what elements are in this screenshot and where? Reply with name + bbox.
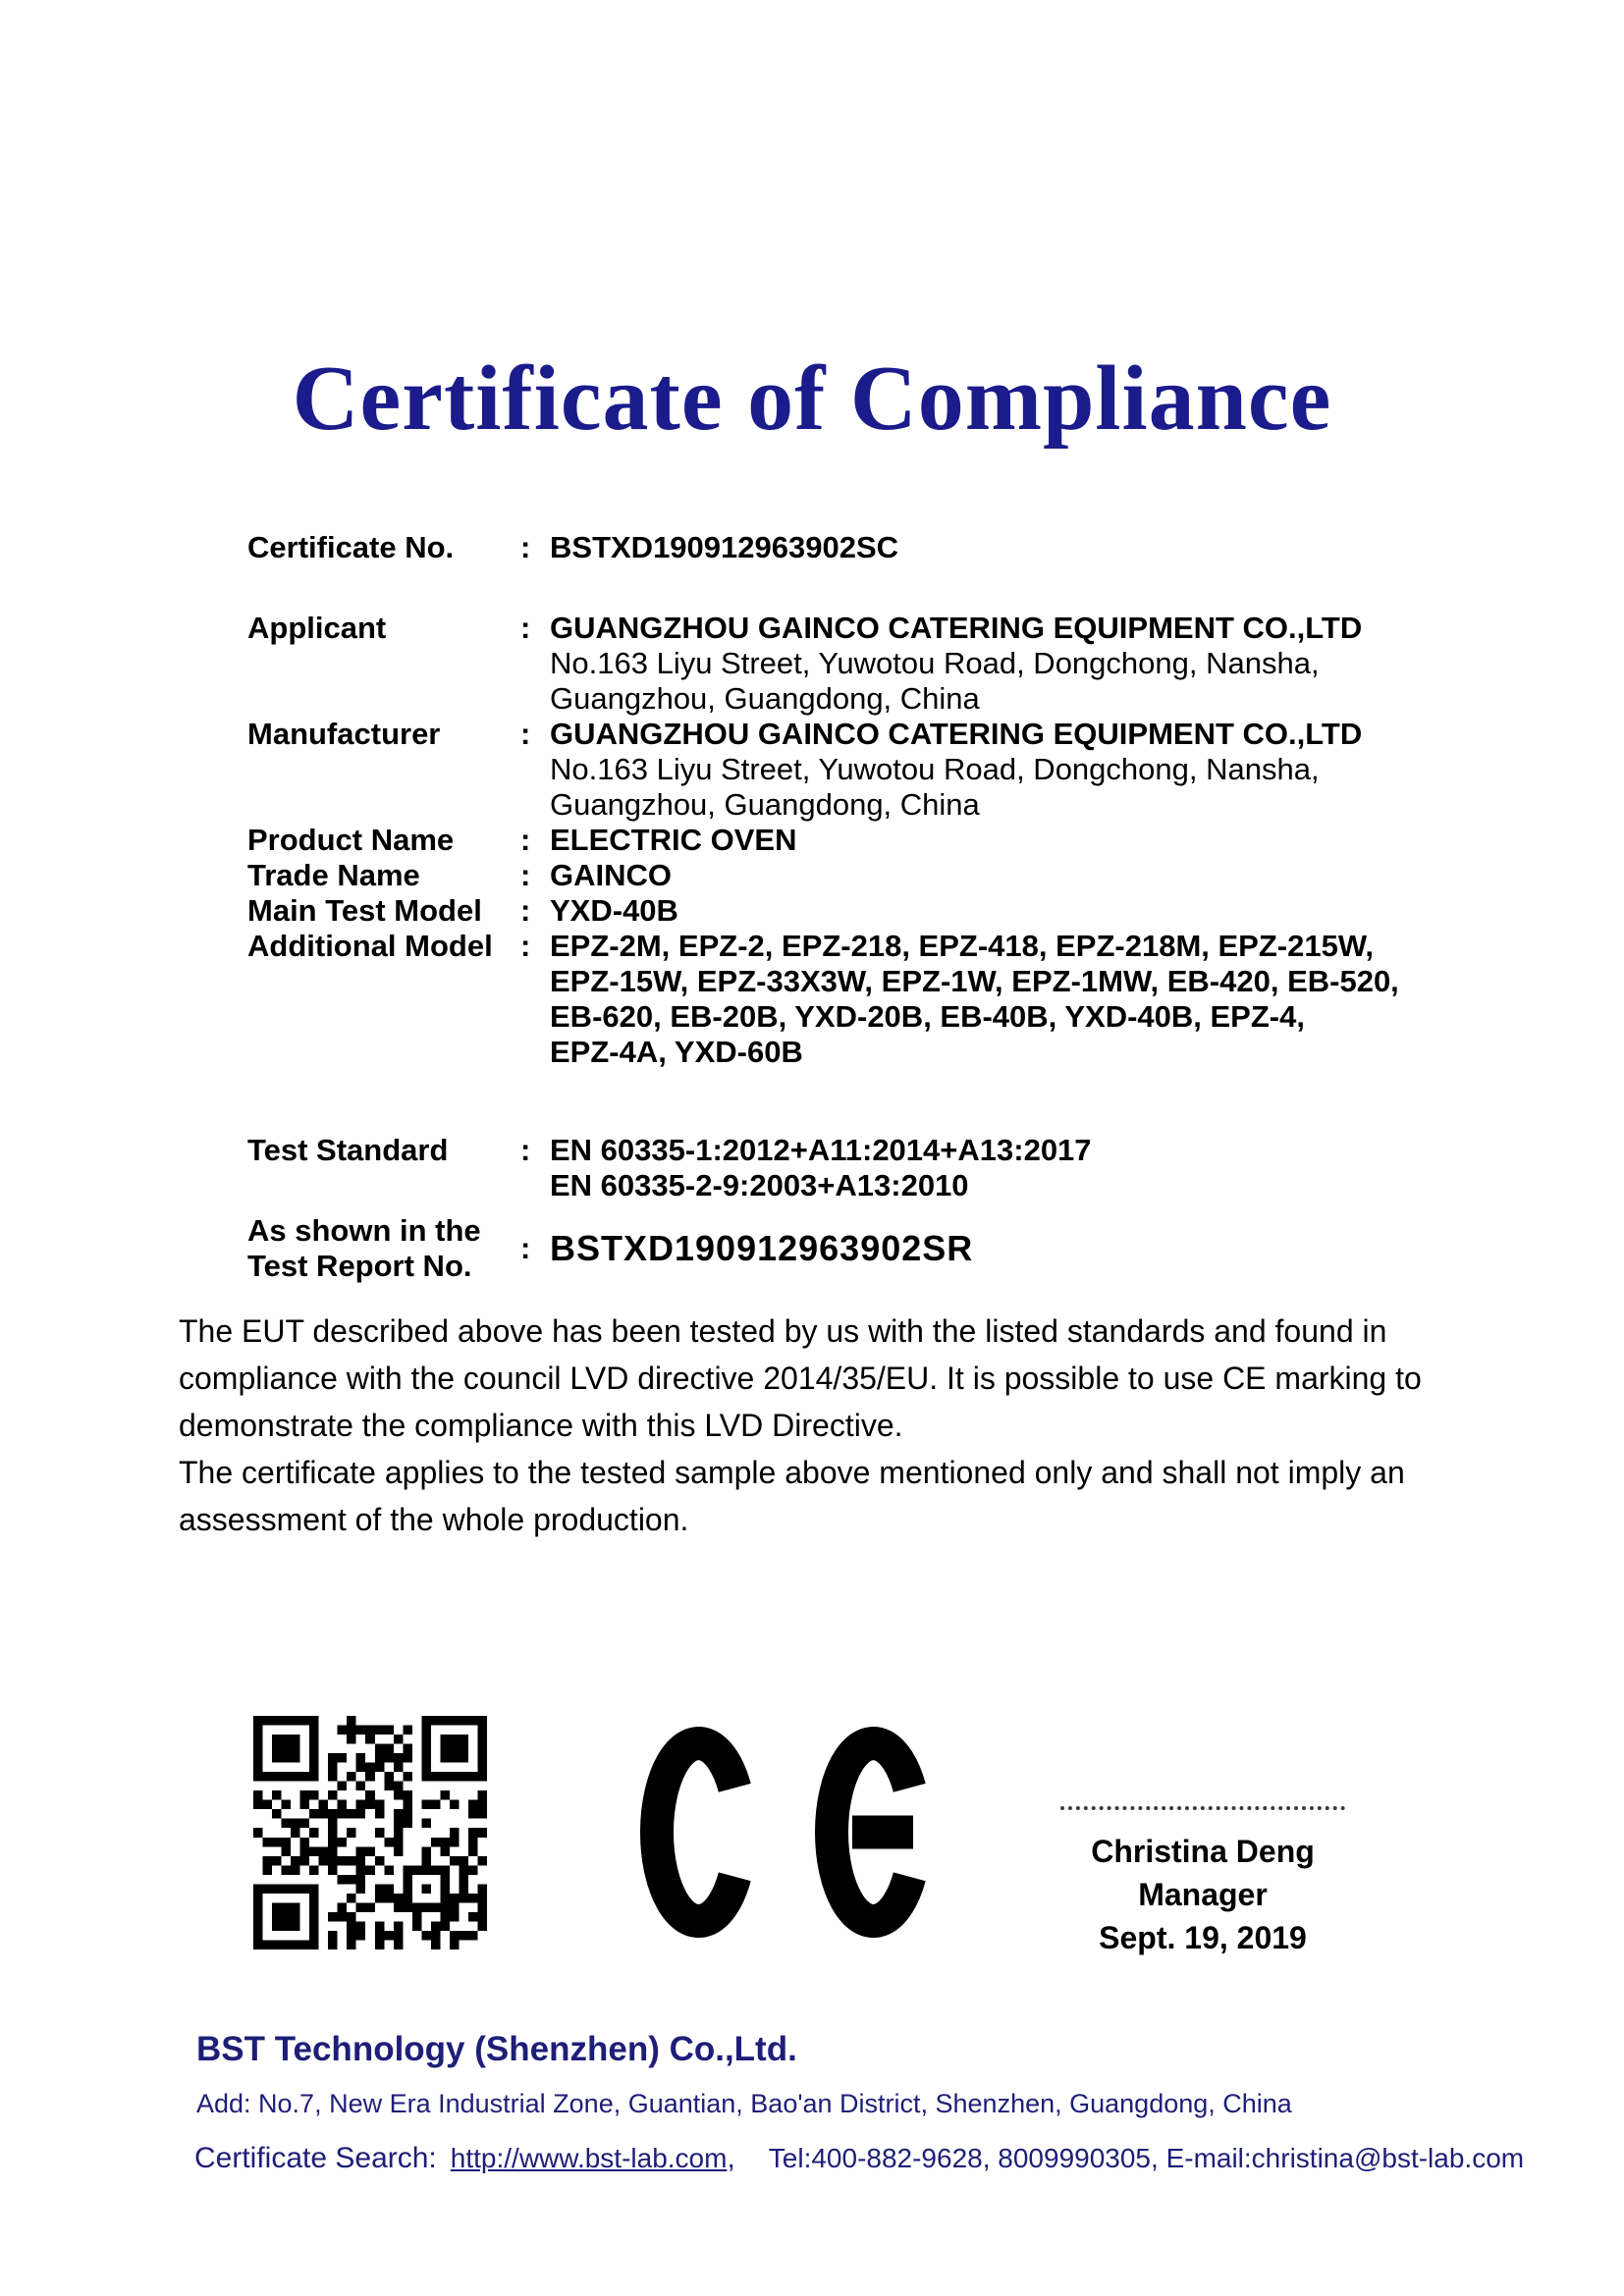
applicant-row xyxy=(247,611,1435,717)
test-standard-row xyxy=(247,1133,1435,1203)
colon-separator: : xyxy=(520,611,531,645)
additional-model-line: EPZ-15W, EPZ-33X3W, EPZ-1W, EPZ-1MW, EB-420, EB-520, xyxy=(550,964,1399,998)
statement-paragraph-2: The certificate applies to the tested sample above mentioned only and shall not imply an assessment of the whole production. xyxy=(179,1455,1405,1537)
product-name-value: ELECTRIC OVEN xyxy=(550,823,797,857)
certificate-search-comma: , xyxy=(727,2142,735,2174)
manufacturer-address-line1: No.163 Liyu Street, Yuwotou Road, Dongchong, Nansha, xyxy=(550,752,1320,786)
colon-separator: : xyxy=(520,717,531,751)
footer-contact: Tel:400-882-9628, 8009990305, E-mail:christina@bst-lab.com xyxy=(768,2143,1525,2173)
main-test-model-label: Main Test Model xyxy=(247,893,482,928)
test-standard-line: EN 60335-1:2012+A11:2014+A13:2017 xyxy=(550,1133,1092,1167)
signature-block xyxy=(1060,1806,1345,1959)
test-standard-label: Test Standard xyxy=(247,1133,449,1167)
statement-paragraph-1: The EUT described above has been tested by us with the listed standards and found in compliance with the council LVD directive 2014/35/EU. It is possible to use CE marking to demonstrate the compliance with this LVD Directive. xyxy=(179,1313,1422,1443)
footer-address: Add: No.7, New Era Industrial Zone, Guantian, Bao'an District, Shenzhen, Guangdong, China xyxy=(196,2089,1292,2118)
certificate-search-label: Certificate Search: xyxy=(194,2142,437,2174)
additional-model-row xyxy=(247,929,1435,1070)
certificate-no-label: Certificate No. xyxy=(247,530,455,564)
colon-separator: : xyxy=(520,823,531,857)
signature-dotted-line xyxy=(1060,1806,1345,1810)
manufacturer-label: Manufacturer xyxy=(247,717,441,751)
qr-code xyxy=(253,1716,487,1949)
colon-separator: : xyxy=(520,1133,531,1167)
product-name-row xyxy=(247,823,1435,858)
manufacturer-address-line2: Guangzhou, Guangdong, China xyxy=(550,787,980,822)
additional-model-line: EPZ-2M, EPZ-2, EPZ-218, EPZ-418, EPZ-218M, EPZ-215W, xyxy=(550,929,1374,963)
signatory-name: Christina Deng xyxy=(1091,1834,1315,1869)
footer-company-name: BST Technology (Shenzhen) Co.,Ltd. xyxy=(196,2030,797,2068)
colon-separator: : xyxy=(520,929,531,963)
applicant-label: Applicant xyxy=(247,611,387,645)
certificate-search-link[interactable]: http://www.bst-lab.com xyxy=(450,2143,728,2173)
ce-mark-icon xyxy=(640,1727,935,1938)
test-standard-line: EN 60335-2-9:2003+A13:2010 xyxy=(550,1168,969,1202)
colon-separator: : xyxy=(520,893,531,928)
manufacturer-name: GUANGZHOU GAINCO CATERING EQUIPMENT CO.,LTD xyxy=(550,717,1363,751)
footer-search-line xyxy=(194,2142,1524,2175)
colon-separator: : xyxy=(520,530,531,564)
applicant-address-line2: Guangzhou, Guangdong, China xyxy=(550,681,980,716)
test-report-value: BSTXD190912963902SR xyxy=(550,1228,974,1268)
qr-code-svg xyxy=(253,1716,487,1949)
applicant-address-line1: No.163 Liyu Street, Yuwotou Road, Dongchong, Nansha, xyxy=(550,646,1320,680)
main-test-model-row xyxy=(247,893,1435,929)
trade-name-value: GAINCO xyxy=(550,858,672,892)
certificate-no-value: BSTXD190912963902SC xyxy=(550,530,899,564)
trade-name-row xyxy=(247,858,1435,893)
trade-name-label: Trade Name xyxy=(247,858,420,892)
colon-separator: : xyxy=(520,858,531,892)
certificate-title: Certificate of Compliance xyxy=(292,347,1332,450)
test-report-row xyxy=(247,1213,1435,1284)
certificate-no-row xyxy=(247,530,1435,565)
certificate-info-table xyxy=(247,530,1435,1284)
main-test-model-value: YXD-40B xyxy=(550,893,678,928)
product-name-label: Product Name xyxy=(247,823,455,857)
compliance-statement xyxy=(179,1308,1455,1543)
additional-model-label: Additional Model xyxy=(247,929,493,963)
signature-date: Sept. 19, 2019 xyxy=(1099,1920,1307,1955)
test-report-label-line2: Test Report No. xyxy=(247,1249,472,1283)
applicant-name: GUANGZHOU GAINCO CATERING EQUIPMENT CO.,LTD xyxy=(550,611,1363,645)
test-report-label-line1: As shown in the xyxy=(247,1213,481,1248)
colon-separator: : xyxy=(520,1231,531,1265)
manufacturer-row xyxy=(247,717,1435,823)
additional-model-line: EPZ-4A, YXD-60B xyxy=(550,1035,803,1069)
signatory-role: Manager xyxy=(1138,1877,1268,1912)
additional-model-line: EB-620, EB-20B, YXD-20B, EB-40B, YXD-40B, EPZ-4, xyxy=(550,999,1305,1034)
